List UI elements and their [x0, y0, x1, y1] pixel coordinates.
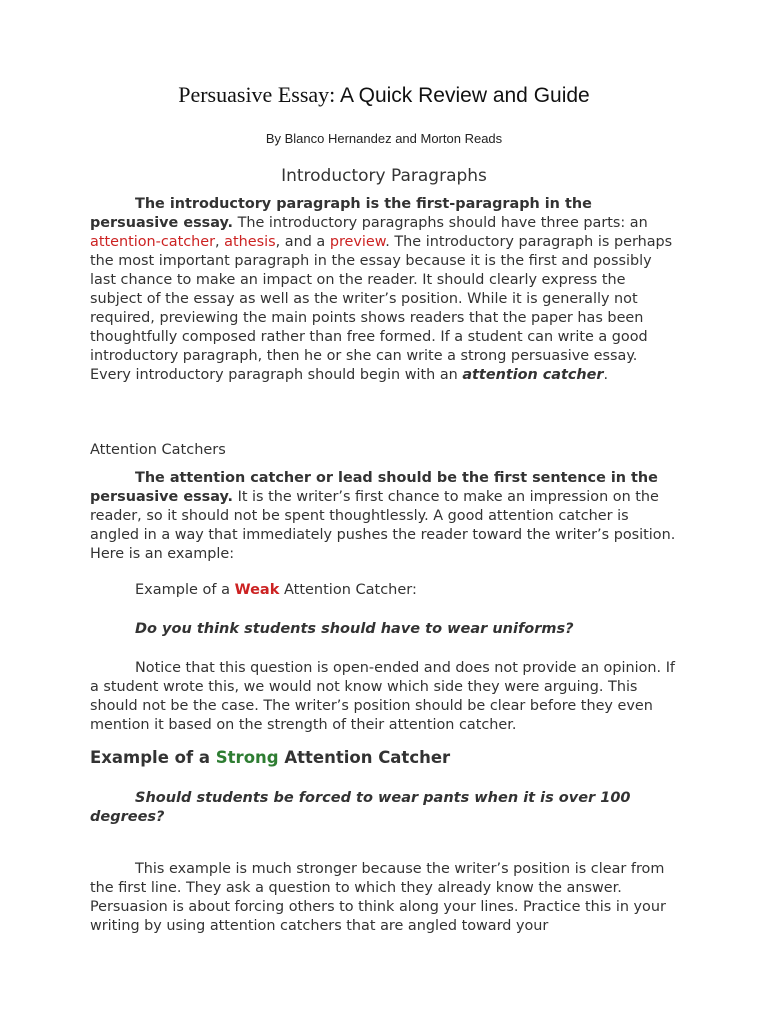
- intro-end: .: [603, 367, 609, 383]
- strong-question-text: Should students be forced to wear pants when it is over 100 degrees?: [90, 790, 631, 825]
- section-heading-introductory: Introductory Paragraphs: [281, 166, 487, 186]
- attention-text: It is the writer’s first chance to make an impression on the reader, so it should not be spent thoughtlessly. A good attention catcher is angled in a way that immediately pushes the reader toward the writer’s position. Here is an example:: [90, 489, 676, 562]
- weak-suffix: Attention Catcher:: [279, 582, 417, 598]
- strong-example-question: [90, 789, 682, 827]
- intro-text-4: . The introductory paragraph is perhaps the most important paragraph in the essay because it is the first and possibly last chance to make an impact on the reader. It should clearly express the subject of the essay as well as the writer’s position. While it is generally not required, previewing the main points shows readers that the paper has been thoughtfully composed rather than free formed. If a student can write a good introductory paragraph, then he or she can write a strong persuasive essay. Every introductory paragraph should begin with an: [90, 234, 673, 383]
- intro-text-1: The introductory paragraphs should have three parts: an: [233, 215, 648, 231]
- title-part-1: Persuasive Essay:: [178, 82, 336, 107]
- final-text: This example is much stronger because the writer’s position is clear from the first line. They ask a question to which they already know the answer. Persuasion is about forcing others to think along your lines. Practice this in your writing by using attention catchers that are angled toward your: [90, 861, 666, 934]
- intro-emphasis: attention catcher: [462, 367, 604, 383]
- subheading-attention-catchers: Attention Catchers: [90, 442, 226, 458]
- strong-prefix: Example of a: [90, 748, 216, 767]
- attention-paragraph: [90, 469, 682, 564]
- weak-word: Weak: [234, 582, 280, 598]
- term-preview: preview: [329, 234, 386, 250]
- strong-word: Strong: [215, 748, 279, 767]
- weak-example-question: Do you think students should have to wear uniforms?: [135, 621, 574, 637]
- notice-paragraph: [90, 659, 682, 735]
- weak-prefix: Example of a: [135, 582, 235, 598]
- strong-suffix: Attention Catcher: [278, 748, 451, 767]
- final-paragraph: [90, 860, 682, 936]
- strong-example-heading: [90, 748, 450, 767]
- weak-example-heading: [135, 582, 417, 598]
- intro-paragraph: [90, 195, 682, 385]
- document-title: [0, 82, 768, 108]
- term-attention-catcher: attention-catcher: [90, 234, 216, 250]
- attention-bold-lead: The attention catcher or lead should be the first sentence in the persuasive essay.: [90, 470, 658, 505]
- intro-text-2: ,: [215, 234, 225, 250]
- intro-text-3: , and a: [275, 234, 330, 250]
- byline: By Blanco Hernandez and Morton Reads: [265, 131, 503, 146]
- notice-text: Notice that this question is open-ended and does not provide an opinion. If a student wrote this, we would not know which side they were arguing. This should not be the case. The writer’s position should be clear before they even mention it based on the strength of their attention catcher.: [90, 660, 675, 733]
- intro-bold-lead: The introductory paragraph is the first-paragraph in the persuasive essay.: [90, 196, 592, 231]
- term-thesis: athesis: [224, 234, 276, 250]
- title-part-2: A Quick Review and Guide: [335, 84, 590, 107]
